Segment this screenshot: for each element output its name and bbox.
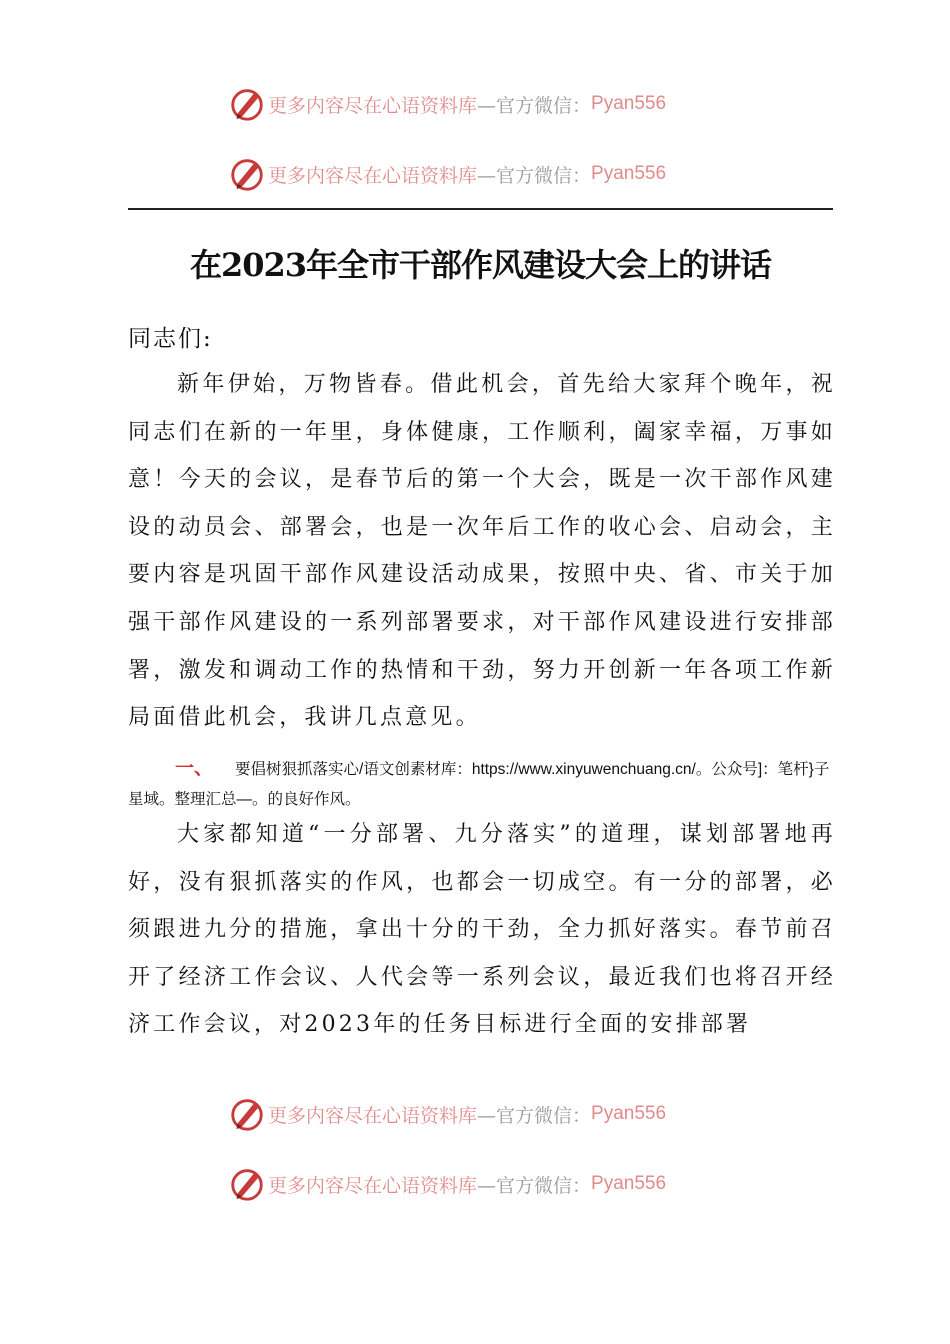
pen-logo-icon <box>228 1165 266 1203</box>
watermark-separator: —官方微信： <box>477 1104 592 1127</box>
watermark-wechat-id: Pyan556 <box>591 93 667 114</box>
paragraph-1: 新年伊始，万物皆春。借此机会，首先给大家拜个晚年，祝同志们在新的一年里，身体健康，工作顺利，阖家幸福，万事如意！今天的会议，是春节后的第一个大会，既是一次干部作风建设的动员会、部署会，也是一次年后工作的收心会、启动会，主要内容是巩固干部作风建设活动成果，按照中央、省、市关于加强干部作风建设的一系列部署要求，对干部作风建设进行安排部署，激发和调动工作的热情和干劲，努力开创新一年各项工作新局面借此机会，我讲几点意见。 <box>128 372 836 731</box>
watermark-text: 更多内容尽在心语资料库 <box>268 164 478 187</box>
document-title: 在2023年全市干部作风建设大会上的讲话 <box>189 246 772 284</box>
watermark-text: 更多内容尽在心语资料库 <box>268 94 478 117</box>
section-heading-1 <box>128 754 836 815</box>
watermark-top-1 <box>228 84 666 124</box>
section-number: 一、 <box>175 758 214 779</box>
salutation: 同志们: <box>128 326 213 352</box>
watermark-separator: —官方微信： <box>477 94 592 117</box>
watermark-bottom-1 <box>228 1094 666 1134</box>
pen-logo-icon <box>228 85 266 123</box>
section-heading-text: 要倡树狠抓落实心/语文创素材库：https://www.xinyuwenchuang.cn/。公众号]：笔杆}子星域。整理汇总—。的良好作风。 <box>128 761 830 808</box>
watermark-text: 更多内容尽在心语资料库 <box>268 1104 478 1127</box>
pen-logo-icon <box>228 1095 266 1133</box>
paragraph-2: 大家都知道“一分部署、九分落实”的道理，谋划部署地再好，没有狠抓落实的作风，也都会一切成空。有一分的部署，必须跟进九分的措施，拿出十分的干劲，全力抓好落实。春节前召开了经济工作会议、人代会等一系列会议，最近我们也将召开经济工作会议，对2023年的任务目标进行全面的安排部署 <box>128 822 836 1038</box>
watermark-wechat-id: Pyan556 <box>591 1103 667 1124</box>
watermark-separator: —官方微信： <box>477 164 592 187</box>
watermark-wechat-id: Pyan556 <box>591 1173 667 1194</box>
watermark-wechat-id: Pyan556 <box>591 163 667 184</box>
pen-logo-icon <box>228 155 266 193</box>
watermark-separator: —官方微信： <box>477 1174 592 1197</box>
watermark-bottom-2 <box>228 1164 666 1204</box>
watermark-top-2 <box>228 154 666 194</box>
header-divider <box>128 208 833 210</box>
watermark-text: 更多内容尽在心语资料库 <box>268 1174 478 1197</box>
